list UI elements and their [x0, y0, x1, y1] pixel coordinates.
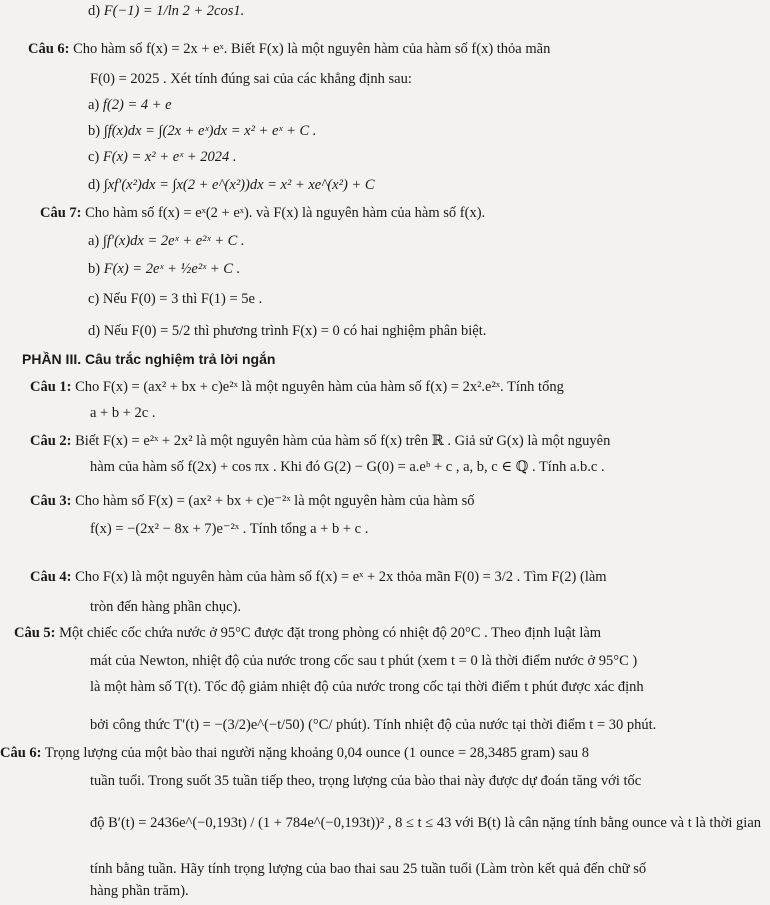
question-label: Câu 2:	[30, 433, 72, 449]
statement-text: Nếu F(0) = 3 thì F(1) = 5e .	[102, 291, 263, 307]
question-label: Câu 6:	[0, 745, 42, 761]
statement-b	[88, 260, 240, 278]
question-label: Câu 5:	[14, 625, 56, 641]
question-text: Cho hàm số f(x) = 2x + eˣ. Biết F(x) là một nguyên hàm của hàm số f(x) thỏa mãn	[73, 41, 551, 57]
question-text-cont: tuần tuổi. Trong suốt 35 tuần tiếp theo, trọng lượng của bào thai này được dự đoán tăng với tốc	[90, 773, 642, 789]
question-label: Câu 3:	[30, 493, 72, 509]
question-text-cont: độ B′(t) = 2436e^(−0,193t) / (1 + 784e^(−0,193t))² , 8 ≤ t ≤ 43 với B(t) là cân nặng tính bằng ounce và t là thời gian	[90, 815, 762, 831]
item-label: d)	[88, 177, 101, 193]
question-text: Trọng lượng của một bào thai người nặng khoảng 0,04 ounce (1 ounce = 28,3485 gram) sau 8	[44, 745, 589, 761]
question-text-cont: hàng phần trăm).	[90, 883, 189, 899]
question-1	[30, 378, 564, 396]
item-label: c)	[88, 149, 100, 165]
item-label: a)	[88, 233, 100, 249]
question-text: Cho hàm số F(x) = (ax² + bx + c)e⁻²ˣ là một nguyên hàm của hàm số	[75, 493, 475, 509]
math-text: ∫xf′(x²)dx = ∫x(2 + e^(x²))dx = x² + xe^(x²) + C	[103, 177, 375, 193]
item-label: d)	[88, 323, 101, 339]
question-text-cont: f(x) = −(2x² − 8x + 7)e⁻²ˣ . Tính tổng a + b + c .	[90, 521, 369, 537]
question-text-cont: tròn đến hàng phần chục).	[90, 599, 241, 615]
math-text: F(−1) = 1/ln 2 + 2cos1.	[103, 3, 245, 19]
math-text: F(x) = x² + eˣ + 2024 .	[102, 149, 237, 165]
statement-a	[88, 232, 245, 250]
line-0	[88, 2, 244, 20]
item-label: b)	[88, 261, 101, 277]
math-text: ∫f′(x)dx = 2eˣ + e²ˣ + C .	[102, 233, 245, 249]
statement-c	[88, 148, 237, 166]
question-text-cont: a + b + 2c .	[90, 405, 156, 421]
question-3	[30, 492, 475, 510]
section-title: Câu trắc nghiệm trả lời ngắn	[85, 351, 276, 367]
math-text: f(2) = 4 + e	[102, 97, 172, 113]
item-label: d)	[88, 3, 101, 19]
item-label: a)	[88, 97, 100, 113]
item-label: b)	[88, 123, 101, 139]
math-text: ∫f(x)dx = ∫(2x + eˣ)dx = x² + eˣ + C .	[103, 123, 317, 139]
question-4	[30, 568, 607, 586]
math-text: F(x) = 2eˣ + ½e²ˣ + C .	[103, 261, 241, 277]
question-text-cont: mát của Newton, nhiệt độ của nước trong cốc sau t phút (xem t = 0 là thời điểm nước ở 95°C )	[90, 653, 638, 669]
statement-b	[88, 122, 316, 140]
question-text: Cho hàm số f(x) = eˣ(2 + eˣ). và F(x) là nguyên hàm của hàm số f(x).	[85, 205, 486, 221]
question-label: Câu 7:	[40, 205, 82, 221]
question-2	[30, 432, 610, 450]
question-text: Cho F(x) là một nguyên hàm của hàm số f(x) = eˣ + 2x thỏa mãn F(0) = 3/2 . Tìm F(2) (làm	[75, 569, 607, 585]
question-label: Câu 4:	[30, 569, 72, 585]
statement-text: Nếu F(0) = 5/2 thì phương trình F(x) = 0 có hai nghiệm phân biệt.	[103, 323, 487, 339]
question-7	[40, 204, 485, 222]
section-heading	[22, 350, 275, 368]
statement-a	[88, 96, 172, 114]
question-6	[28, 40, 550, 58]
question-text-cont: F(0) = 2025 . Xét tính đúng sai của các khẳng định sau:	[90, 71, 412, 87]
question-text-cont: bởi công thức T′(t) = −(3/2)e^(−t/50) (°C/ phút). Tính nhiệt độ của nước tại thời điểm t = 30 phút.	[90, 717, 657, 733]
question-text-cont: tính bằng tuần. Hãy tính trọng lượng của bao thai sau 25 tuần tuổi (Làm tròn kết quả đến chữ số	[90, 861, 647, 877]
question-label: Câu 6:	[28, 41, 70, 57]
statement-d	[88, 322, 486, 340]
statement-d	[88, 176, 375, 194]
item-label: c)	[88, 291, 100, 307]
question-text: Biết F(x) = e²ˣ + 2x² là một nguyên hàm của hàm số f(x) trên ℝ . Giả sử G(x) là một nguyên	[75, 433, 611, 449]
question-text-cont: hàm của hàm số f(2x) + cos πx . Khi đó G(2) − G(0) = a.eᵇ + c , a, b, c ∈ ℚ . Tính a.b.c .	[90, 459, 605, 475]
section-label: PHẦN III.	[22, 351, 82, 367]
question-text-cont: là một hàm số T(t). Tốc độ giảm nhiệt độ của nước trong cốc tại thời điểm t phút được xác định	[90, 679, 644, 695]
question-text: Một chiếc cốc chứa nước ở 95°C được đặt trong phòng có nhiệt độ 20°C . Theo định luật làm	[59, 625, 602, 641]
question-text: Cho F(x) = (ax² + bx + c)e²ˣ là một nguyên hàm của hàm số f(x) = 2x².e²ˣ. Tính tổng	[75, 379, 564, 395]
statement-c	[88, 290, 262, 308]
question-5	[14, 624, 601, 642]
question-6-part-3	[0, 744, 589, 762]
question-label: Câu 1:	[30, 379, 72, 395]
